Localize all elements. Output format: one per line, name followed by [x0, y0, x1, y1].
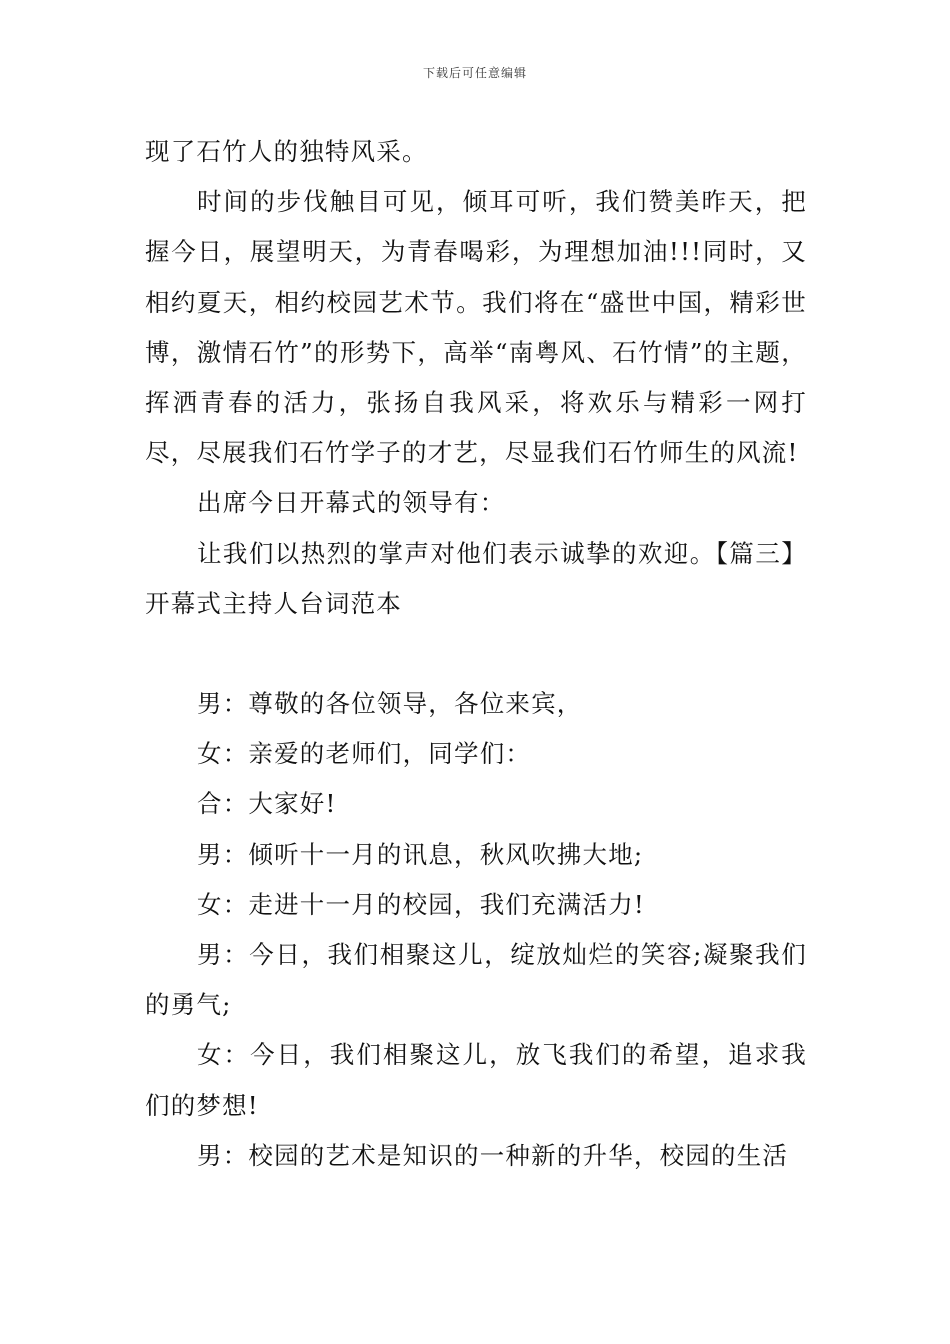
dialogue-line: 女：走进十一月的校园，我们充满活力!	[197, 889, 645, 919]
dialogue-line: 男：尊敬的各位领导，各位来宾，	[197, 689, 583, 719]
dialogue-line: 男：倾听十一月的讯息，秋风吹拂大地;	[197, 839, 644, 869]
dialogue-line: 合：大家好!	[197, 789, 337, 819]
dialogue-line: 男：校园的艺术是知识的一种新的升华，校园的生活	[197, 1140, 789, 1170]
dialogue-line: 男：今日，我们相聚这儿，绽放灿烂的笑容;凝聚我们的勇气;	[145, 940, 807, 1020]
dialogue-line: 女：亲爱的老师们，同学们：	[197, 739, 532, 769]
paragraph-leaders: 出席今日开幕式的领导有：	[197, 488, 506, 518]
page-header: 下载后可任意编辑	[422, 66, 527, 80]
dialogue-line: 女：今日，我们相聚这儿，放飞我们的希望，追求我们的梦想!	[145, 1040, 807, 1120]
paragraph-welcome: 让我们以热烈的掌声对他们表示诚挚的欢迎。【篇三】开幕式主持人台词范本	[145, 538, 807, 618]
blank-line	[145, 629, 807, 679]
paragraph-continuation: 现了石竹人的独特风采。	[145, 137, 428, 166]
paragraph-time: 时间的步伐触目可见，倾耳可听，我们赞美昨天，把握今日，展望明天，为青春喝彩，为理想加油!!!同时，又相约夏天，相约校园艺术节。我们将在“盛世中国，精彩世博，激情石竹”的形势下，高举“南粤风、石竹情”的主题，挥洒青春的活力，张扬自我风采，将欢乐与精彩一网打尽，尽展我们石竹学子的才艺，尽显我们石竹师生的风流!	[145, 187, 807, 468]
document-body	[145, 127, 807, 1181]
